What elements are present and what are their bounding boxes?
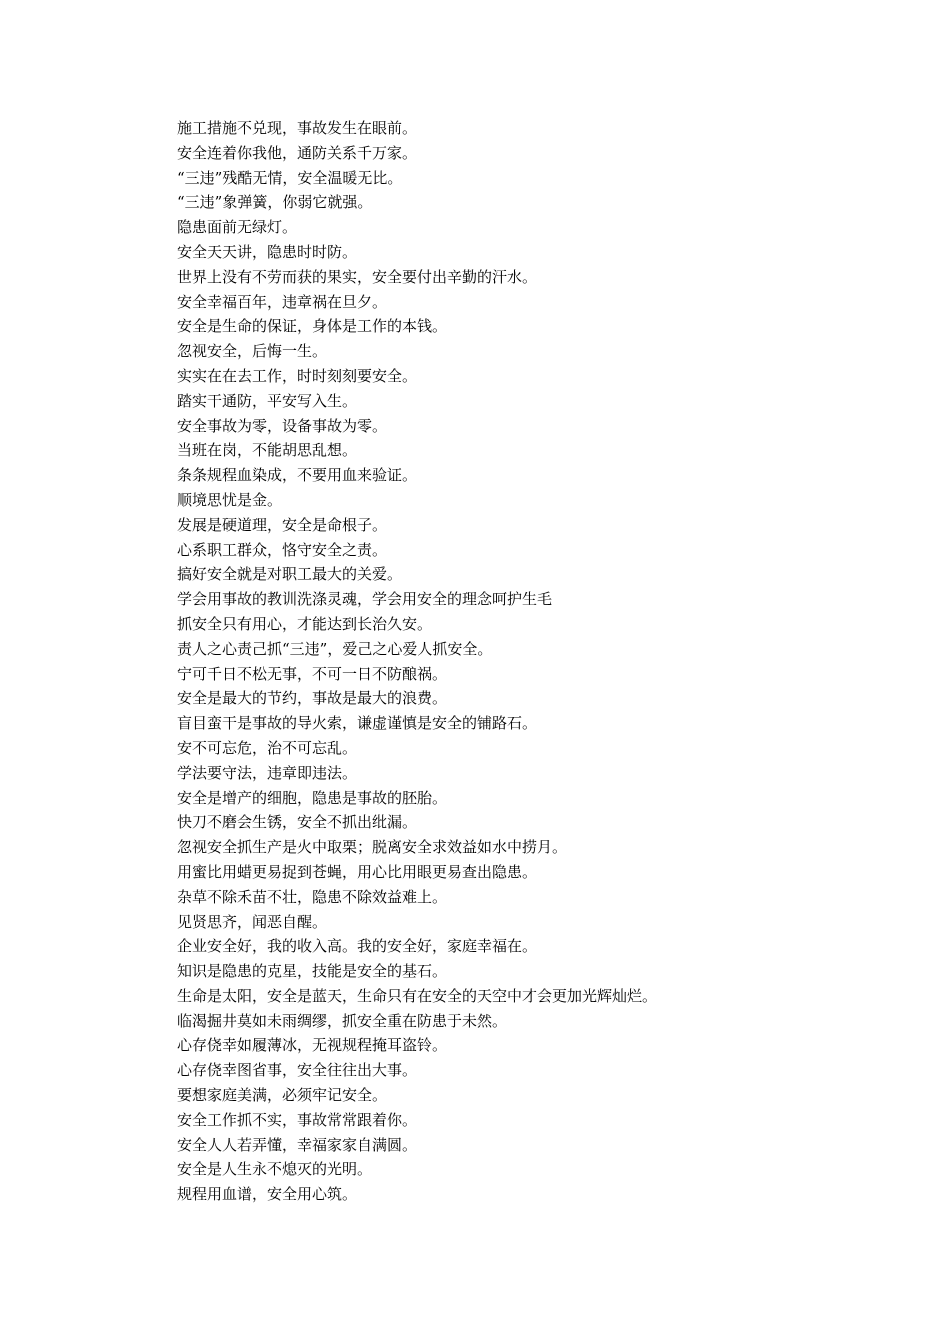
text-line: 安全是生命的保证，身体是工作的本钱。 (177, 317, 448, 336)
text-line: 临渴掘井莫如未雨绸缪，抓安全重在防患于未然。 (177, 1011, 508, 1030)
text-line: 企业安全好，我的收入高。我的安全好，家庭幸福在。 (177, 937, 538, 956)
text-line: 安不可忘危，治不可忘乱。 (177, 738, 358, 757)
text-line: 心存侥幸如履薄冰，无视规程掩耳盗铃。 (177, 1036, 448, 1055)
text-line: 安全幸福百年，违章祸在旦夕。 (177, 292, 388, 311)
text-line: 顺境思忧是金。 (177, 490, 283, 509)
text-line: 盲目蛮干是事故的导火索，谦虚谨慎是安全的铺路石。 (177, 714, 538, 733)
text-line: 心系职工群众，恪守安全之责。 (177, 540, 388, 559)
text-line: 搞好安全就是对职工最大的关爱。 (177, 565, 403, 584)
text-line: 条条规程血染成，不要用血来验证。 (177, 466, 418, 485)
text-line: 快刀不磨会生锈，安全不抓出纰漏。 (177, 813, 418, 832)
text-line: 心存侥幸图省事，安全往往出大事。 (177, 1061, 418, 1080)
text-line: 隐患面前无绿灯。 (177, 218, 298, 237)
text-line: 当班在岗，不能胡思乱想。 (177, 441, 358, 460)
text-line: 安全是增产的细胞，隐患是事故的胚胎。 (177, 788, 448, 807)
text-line: 学法要守法，违章即违法。 (177, 763, 358, 782)
text-line: 要想家庭美满，必须牢记安全。 (177, 1086, 388, 1105)
text-line: “三违”象弹簧，你弱它就强。 (177, 193, 373, 212)
text-line: 安全事故为零，设备事故为零。 (177, 416, 388, 435)
text-line: 踏实干通防，平安写入生。 (177, 391, 358, 410)
text-line: 安全工作抓不实，事故常常跟着你。 (177, 1110, 418, 1129)
text-line: 世界上没有不劳而获的果实，安全要付出辛勤的汗水。 (177, 267, 538, 286)
text-line: “三违”残酷无情，安全温暖无比。 (177, 168, 403, 187)
text-line: 忽视安全，后悔一生。 (177, 342, 328, 361)
text-line: 实实在在去工作，时时刻刻要安全。 (177, 366, 418, 385)
text-line: 杂草不除禾苗不壮，隐患不除效益难上。 (177, 887, 448, 906)
text-line: 发展是硬道理，安全是命根子。 (177, 515, 388, 534)
slogan-list (177, 116, 917, 1207)
text-line: 规程用血谱，安全用心筑。 (177, 1185, 358, 1204)
text-line: 安全连着你我他，通防关系千万家。 (177, 143, 418, 162)
text-line: 安全人人若弄懂，幸福家家自满圆。 (177, 1135, 418, 1154)
text-line: 忽视安全抓生产是火中取栗；脱离安全求效益如水中捞月。 (177, 838, 568, 857)
text-line: 责人之心责己抓“三违”，爱己之心爱人抓安全。 (177, 639, 493, 658)
text-line: 生命是太阳，安全是蓝天，生命只有在安全的天空中才会更加光辉灿烂。 (177, 986, 658, 1005)
text-line: 安全是最大的节约，事故是最大的浪费。 (177, 689, 448, 708)
text-line: 安全是人生永不熄灭的光明。 (177, 1160, 373, 1179)
text-line: 用蜜比用蜡更易捉到苍蝇，用心比用眼更易查出隐患。 (177, 862, 538, 881)
text-line: 学会用事故的教训洗涤灵魂，学会用安全的理念呵护生毛 (177, 590, 553, 609)
text-line: 安全天天讲，隐患时时防。 (177, 242, 358, 261)
text-line: 知识是隐患的克星，技能是安全的基石。 (177, 962, 448, 981)
text-line: 宁可千日不松无事，不可一日不防酿祸。 (177, 664, 448, 683)
text-line: 施工措施不兑现，事故发生在眼前。 (177, 119, 418, 137)
text-line: 抓安全只有用心，才能达到长治久安。 (177, 614, 433, 633)
text-line: 见贤思齐，闻恶自醒。 (177, 912, 328, 931)
